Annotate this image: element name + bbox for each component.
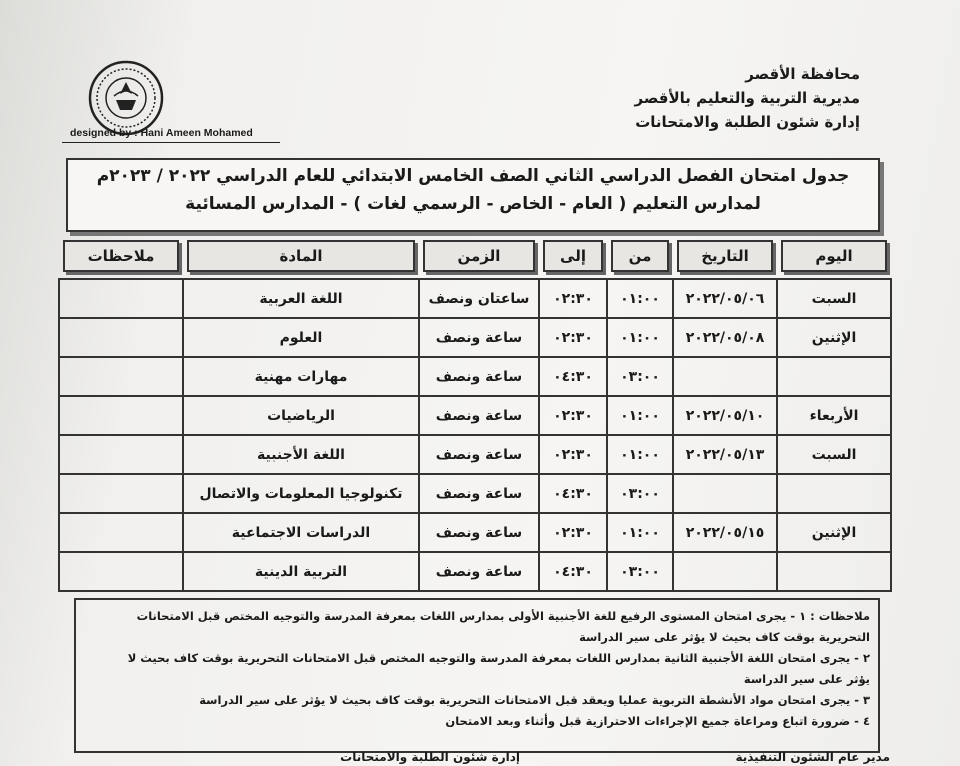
cell-duration: ساعتان ونصف: [419, 279, 539, 318]
cell-subject: التربية الدينية: [183, 552, 419, 591]
directorate-name: مديرية التربية والتعليم بالأقصر: [634, 89, 860, 107]
header-day: اليوم: [781, 240, 887, 272]
table-row: [59, 357, 891, 396]
cell-to: ٠٤:٣٠: [539, 552, 607, 591]
cell-subject: العلوم: [183, 318, 419, 357]
title-line-2: لمدارس التعليم ( العام - الخاص - الرسمي لغات ) - المدارس المسائية: [185, 194, 761, 214]
cell-from: ٠٣:٠٠: [607, 552, 673, 591]
cell-from: ٠٣:٠٠: [607, 474, 673, 513]
cell-duration: ساعة ونصف: [419, 474, 539, 513]
table-row: [59, 279, 891, 318]
cell-notes: [59, 513, 183, 552]
cell-to: ٠٢:٣٠: [539, 396, 607, 435]
note-line: التحريرية بوقت كاف بحيث لا يؤثر على سير الدراسة: [579, 630, 870, 644]
cell-day: [777, 552, 891, 591]
cell-day: الإثنين: [777, 513, 891, 552]
designer-credit: designed by : Hani Ameen Mohamed: [70, 127, 253, 139]
cell-duration: ساعة ونصف: [419, 552, 539, 591]
table-header-row: [59, 240, 891, 272]
cell-to: ٠٢:٣٠: [539, 318, 607, 357]
header-to: إلى: [543, 240, 603, 272]
issuer-header: [635, 62, 860, 134]
cell-date: [673, 552, 777, 591]
seal-logo-icon: [86, 58, 166, 138]
cell-day: الأربعاء: [777, 396, 891, 435]
cell-duration: ساعة ونصف: [419, 357, 539, 396]
table-row: [59, 396, 891, 435]
title-line-1: جدول امتحان الفصل الدراسي الثاني الصف الخامس الابتدائي للعام الدراسي ٢٠٢٢ / ٢٠٢٣م: [96, 166, 850, 186]
table-row: [59, 552, 891, 591]
cell-day: السبت: [777, 435, 891, 474]
cell-from: ٠١:٠٠: [607, 279, 673, 318]
note-line: ملاحظات : ١ - يجرى امتحان المستوى الرفيع للغة الأجنبية الأولى بمدارس اللغات بمعرفة المدرسة والتوجيه المختص قبل الامتحانات: [136, 609, 870, 623]
cell-subject: اللغة الأجنبية: [183, 435, 419, 474]
cell-from: ٠٣:٠٠: [607, 357, 673, 396]
note-line: ٣ - يجرى امتحان مواد الأنشطة التربوية عمليا ويعقد قبل الامتحانات التحريرية بوقت كاف بحيث لا يؤثر على سير الدراسة: [199, 693, 870, 707]
cell-notes: [59, 435, 183, 474]
cell-to: ٠٢:٣٠: [539, 279, 607, 318]
cell-to: ٠٤:٣٠: [539, 357, 607, 396]
cell-to: ٠٢:٣٠: [539, 513, 607, 552]
cell-day: [777, 474, 891, 513]
signature-footer: [0, 752, 960, 766]
notes-box: [74, 598, 880, 753]
cell-subject: الدراسات الاجتماعية: [183, 513, 419, 552]
cell-date: ٢٠٢٢/٠٥/٠٦: [673, 279, 777, 318]
footer-signatory-middle: إدارة شئون الطلبة والامتحانات: [340, 752, 520, 764]
cell-notes: [59, 357, 183, 396]
cell-notes: [59, 552, 183, 591]
note-line: ٢ - يجرى امتحان اللغة الأجنبية الثانية بمدارس اللغات بمعرفة المدرسة والتوجيه المختص قبل الامتحانات التحريرية بوقت كاف بحيث لا: [127, 651, 870, 665]
governorate-name: محافظة الأقصر: [745, 65, 860, 83]
cell-duration: ساعة ونصف: [419, 435, 539, 474]
cell-subject: اللغة العربية: [183, 279, 419, 318]
header-date: التاريخ: [677, 240, 773, 272]
cell-duration: ساعة ونصف: [419, 513, 539, 552]
cell-from: ٠١:٠٠: [607, 435, 673, 474]
cell-date: [673, 357, 777, 396]
cell-date: ٢٠٢٢/٠٥/٠٨: [673, 318, 777, 357]
header-notes: ملاحظات: [63, 240, 179, 272]
divider: [62, 142, 280, 143]
cell-notes: [59, 318, 183, 357]
schedule-title: [66, 158, 880, 232]
exam-schedule-table: [58, 240, 892, 592]
cell-to: ٠٤:٣٠: [539, 474, 607, 513]
cell-notes: [59, 396, 183, 435]
cell-from: ٠١:٠٠: [607, 513, 673, 552]
header-from: من: [611, 240, 669, 272]
cell-subject: مهارات مهنية: [183, 357, 419, 396]
table-row: [59, 435, 891, 474]
table-row: [59, 318, 891, 357]
cell-notes: [59, 279, 183, 318]
note-line: يؤثر على سير الدراسة: [743, 672, 870, 686]
cell-from: ٠١:٠٠: [607, 396, 673, 435]
table-row: [59, 474, 891, 513]
department-name: إدارة شئون الطلبة والامتحانات: [635, 113, 860, 131]
cell-duration: ساعة ونصف: [419, 318, 539, 357]
cell-to: ٠٢:٣٠: [539, 435, 607, 474]
note-line: ٤ - ضرورة اتباع ومراعاة جميع الإجراءات الاحترازية قبل وأثناء وبعد الامتحان: [445, 714, 870, 728]
cell-date: ٢٠٢٢/٠٥/١٠: [673, 396, 777, 435]
header-duration: الزمن: [423, 240, 535, 272]
cell-day: الإثنين: [777, 318, 891, 357]
header-subject: المادة: [187, 240, 415, 272]
cell-date: [673, 474, 777, 513]
cell-notes: [59, 474, 183, 513]
cell-day: [777, 357, 891, 396]
footer-signatory-right: مدير عام الشئون التنفيذية: [735, 752, 890, 764]
cell-date: ٢٠٢٢/٠٥/١٣: [673, 435, 777, 474]
cell-subject: الرياضيات: [183, 396, 419, 435]
table-row: [59, 513, 891, 552]
cell-from: ٠١:٠٠: [607, 318, 673, 357]
cell-duration: ساعة ونصف: [419, 396, 539, 435]
cell-subject: تكنولوجيا المعلومات والاتصال: [183, 474, 419, 513]
cell-date: ٢٠٢٢/٠٥/١٥: [673, 513, 777, 552]
cell-day: السبت: [777, 279, 891, 318]
